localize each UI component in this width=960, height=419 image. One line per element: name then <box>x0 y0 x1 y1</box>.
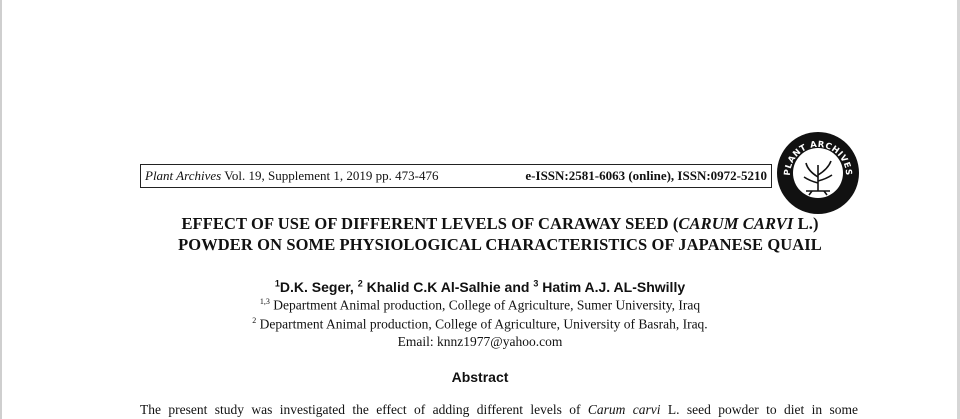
journal-name: Plant Archives <box>145 168 222 183</box>
paper-title <box>90 213 910 255</box>
author: $^2$ Khalid C.K Al-Salhie and <box>357 278 534 295</box>
author-list <box>0 278 960 295</box>
author: $^3$ Hatim A.J. AL-Shwilly <box>533 278 686 295</box>
plant-archives-logo <box>776 131 860 215</box>
journal-citation <box>145 168 438 184</box>
issn-text: e-ISSN:2581-6063 (online), ISSN:0972-5210 <box>525 168 767 183</box>
abstract-heading: Abstract <box>451 369 509 385</box>
affiliation-2: $^2$ Department Animal production, College of Agriculture, University of Basrah, Iraq. <box>252 316 708 332</box>
journal-details: Vol. 19, Supplement 1, 2019 pp. 473-476 <box>221 168 439 183</box>
title-line-1: EFFECT OF USE OF DIFFERENT LEVELS OF CARAWAY SEED (CARUM CARVI L.) <box>181 214 819 233</box>
journal-citation-box <box>140 164 772 188</box>
affiliation-1: $^{1,3}$ Department Animal production, College of Agriculture, Sumer University, Iraq <box>259 297 701 313</box>
abstract-body-line: The present study was investigated the effect of adding different levels of Carum carvi L. seed powder to diet in some <box>140 402 858 417</box>
logo-text: PLANT ARCHIVES <box>782 139 854 177</box>
page-edge-left <box>0 0 2 419</box>
author: $^1$D.K. Seger, <box>274 278 358 295</box>
email-address: Email: knnz1977@yahoo.com <box>397 334 563 349</box>
title-line-2: POWDER ON SOME PHYSIOLOGICAL CHARACTERISTICS OF JAPANESE QUAIL <box>178 235 822 254</box>
